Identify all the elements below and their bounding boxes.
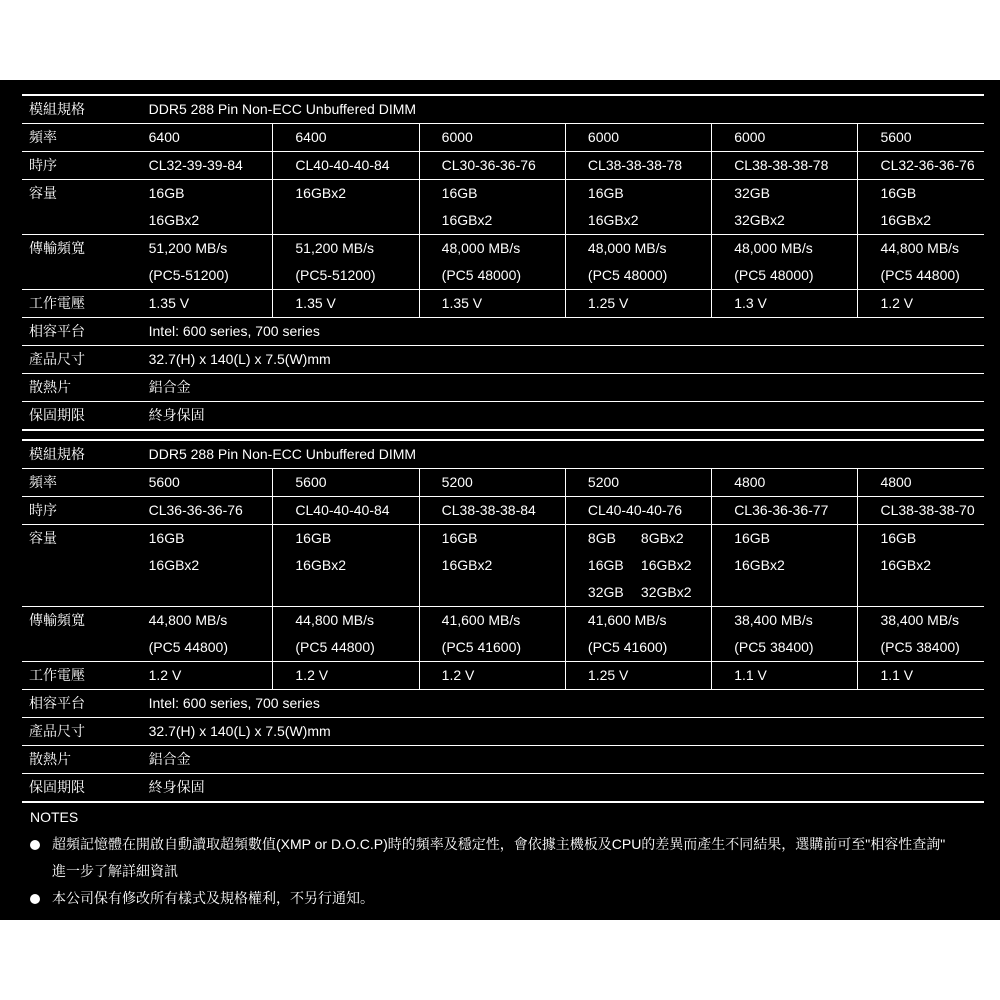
capacity-line: 16GBx2 xyxy=(441,212,493,228)
platform-value: Intel: 600 series, 700 series xyxy=(127,690,984,718)
capacity-line: 16GB xyxy=(441,185,478,201)
warranty-value: 終身保固 xyxy=(127,402,984,431)
capacity-cell xyxy=(127,525,273,607)
capacity-single: 32GB xyxy=(587,584,624,600)
frequency-cell: 5600 xyxy=(273,469,419,497)
capacity-line: 16GBx2 xyxy=(295,185,346,201)
bandwidth-cell xyxy=(419,607,565,662)
bandwidth-line: (PC5 48000) xyxy=(587,267,668,283)
note-text-line: 進一步了解詳細資訊 xyxy=(52,863,178,879)
bandwidth-line: 41,600 MB/s xyxy=(441,612,521,628)
timing-cell: CL32-36-36-76 xyxy=(858,152,984,180)
module-spec-label: 模組規格 xyxy=(22,95,127,124)
capacity-kit: 16GBx2 xyxy=(640,557,692,573)
voltage-cell: 1.25 V xyxy=(565,290,711,318)
bandwidth-line: (PC5 38400) xyxy=(880,639,960,655)
product-size-label: 產品尺寸 xyxy=(22,346,127,374)
timing-label: 時序 xyxy=(22,497,127,525)
platform-label: 相容平台 xyxy=(22,318,127,346)
voltage-label: 工作電壓 xyxy=(22,290,127,318)
bandwidth-line: (PC5 41600) xyxy=(441,639,522,655)
note-item xyxy=(30,885,980,912)
frequency-cell: 6000 xyxy=(712,124,858,152)
bandwidth-line: (PC5 44800) xyxy=(880,267,960,283)
timing-cell: CL40-40-40-76 xyxy=(565,497,711,525)
bandwidth-cell xyxy=(419,235,565,290)
bandwidth-row xyxy=(22,607,984,662)
bandwidth-cell xyxy=(565,235,711,290)
timing-cell: CL38-38-38-70 xyxy=(858,497,984,525)
heatsink-value: 鋁合金 xyxy=(127,746,984,774)
product-size-label: 產品尺寸 xyxy=(22,718,127,746)
bandwidth-cell xyxy=(127,607,273,662)
capacity-line: 16GBx2 xyxy=(441,557,493,573)
timing-cell: CL40-40-40-84 xyxy=(273,497,419,525)
module-spec-row xyxy=(22,440,984,469)
notes-section xyxy=(30,804,980,912)
capacity-line: 16GBx2 xyxy=(587,212,639,228)
product-size-value: 32.7(H) x 140(L) x 7.5(W)mm xyxy=(127,718,984,746)
capacity-cell xyxy=(273,525,419,607)
bandwidth-cell xyxy=(858,235,984,290)
timing-cell: CL30-36-36-76 xyxy=(419,152,565,180)
frequency-cell: 6400 xyxy=(127,124,273,152)
bandwidth-line: 44,800 MB/s xyxy=(148,612,228,628)
timing-cell: CL38-38-38-78 xyxy=(565,152,711,180)
bandwidth-line: 44,800 MB/s xyxy=(295,612,374,628)
capacity-line: 32GB xyxy=(734,185,770,201)
product-size-row xyxy=(22,346,984,374)
heatsink-value: 鋁合金 xyxy=(127,374,984,402)
warranty-label: 保固期限 xyxy=(22,402,127,431)
product-size-value: 32.7(H) x 140(L) x 7.5(W)mm xyxy=(127,346,984,374)
voltage-cell: 1.25 V xyxy=(565,662,711,690)
bandwidth-line: (PC5 48000) xyxy=(441,267,522,283)
voltage-cell: 1.35 V xyxy=(419,290,565,318)
voltage-cell: 1.35 V xyxy=(127,290,273,318)
bandwidth-label: 傳輸頻寬 xyxy=(22,607,127,662)
capacity-option xyxy=(588,579,711,606)
capacity-line: 16GB xyxy=(441,530,478,546)
bandwidth-line: (PC5 44800) xyxy=(295,639,375,655)
platform-value: Intel: 600 series, 700 series xyxy=(127,318,984,346)
capacity-line: 32GBx2 xyxy=(734,212,785,228)
bandwidth-line: 48,000 MB/s xyxy=(587,240,667,256)
bandwidth-line: (PC5-51200) xyxy=(148,267,229,283)
frequency-cell: 4800 xyxy=(712,469,858,497)
bandwidth-line: 41,600 MB/s xyxy=(587,612,667,628)
capacity-line: 16GB xyxy=(734,530,770,546)
bandwidth-cell xyxy=(712,235,858,290)
bandwidth-line: 51,200 MB/s xyxy=(148,240,228,256)
capacity-row xyxy=(22,525,984,607)
capacity-line: 16GBx2 xyxy=(880,557,932,573)
voltage-cell: 1.1 V xyxy=(712,662,858,690)
note-text-line: 超頻記憶體在開啟自動讀取超頻數值(XMP or D.O.C.P)時的頻率及穩定性，會依據主機板及CPU的差異而產生不同結果，選購前可至"相容性查詢" xyxy=(52,836,946,852)
frequency-label: 頻率 xyxy=(22,469,127,497)
voltage-cell: 1.2 V xyxy=(127,662,273,690)
frequency-cell: 5200 xyxy=(419,469,565,497)
capacity-single: 8GB xyxy=(587,530,616,546)
bullet-icon xyxy=(30,894,40,904)
capacity-line: 16GB xyxy=(880,185,917,201)
timing-cell: CL36-36-36-76 xyxy=(127,497,273,525)
warranty-row xyxy=(22,402,984,431)
capacity-cell xyxy=(419,180,565,235)
capacity-line: 16GB xyxy=(148,185,185,201)
bandwidth-line: 38,400 MB/s xyxy=(734,612,813,628)
capacity-cell xyxy=(858,525,984,607)
heatsink-label: 散熱片 xyxy=(22,746,127,774)
spec-panel xyxy=(0,80,1000,920)
frequency-cell: 5600 xyxy=(127,469,273,497)
module-spec-value: DDR5 288 Pin Non-ECC Unbuffered DIMM xyxy=(127,440,984,469)
capacity-cell xyxy=(858,180,984,235)
capacity-cell xyxy=(273,180,419,235)
bandwidth-cell xyxy=(858,607,984,662)
warranty-label: 保固期限 xyxy=(22,774,127,803)
module-spec-value: DDR5 288 Pin Non-ECC Unbuffered DIMM xyxy=(127,95,984,124)
voltage-cell: 1.1 V xyxy=(858,662,984,690)
capacity-cell xyxy=(712,180,858,235)
frequency-cell: 6000 xyxy=(565,124,711,152)
platform-row xyxy=(22,690,984,718)
platform-row xyxy=(22,318,984,346)
capacity-line: 16GB xyxy=(295,530,332,546)
capacity-line: 16GBx2 xyxy=(148,557,200,573)
frequency-row xyxy=(22,124,984,152)
capacity-cell xyxy=(565,180,711,235)
frequency-cell: 6000 xyxy=(419,124,565,152)
capacity-cell xyxy=(127,180,273,235)
voltage-row xyxy=(22,290,984,318)
spec-table-2 xyxy=(22,439,984,803)
bandwidth-cell xyxy=(273,235,419,290)
frequency-cell: 5200 xyxy=(565,469,711,497)
notes-title: NOTES xyxy=(30,809,79,825)
bandwidth-line: (PC5 44800) xyxy=(148,639,229,655)
capacity-line: 16GB xyxy=(587,185,624,201)
capacity-line: 16GB xyxy=(880,530,917,546)
capacity-label: 容量 xyxy=(22,180,127,235)
capacity-cell xyxy=(419,525,565,607)
bullet-icon xyxy=(30,840,40,850)
frequency-label: 頻率 xyxy=(22,124,127,152)
frequency-cell: 6400 xyxy=(273,124,419,152)
capacity-line: 16GBx2 xyxy=(880,212,932,228)
bandwidth-line: 51,200 MB/s xyxy=(295,240,374,256)
warranty-value: 終身保固 xyxy=(127,774,984,803)
capacity-line: 16GBx2 xyxy=(295,557,346,573)
bandwidth-line: (PC5 41600) xyxy=(587,639,668,655)
timing-cell: CL38-38-38-84 xyxy=(419,497,565,525)
voltage-cell: 1.2 V xyxy=(858,290,984,318)
frequency-row xyxy=(22,469,984,497)
bandwidth-line: (PC5-51200) xyxy=(295,267,376,283)
platform-label: 相容平台 xyxy=(22,690,127,718)
capacity-cell xyxy=(712,525,858,607)
heatsink-row xyxy=(22,374,984,402)
timing-cell: CL38-38-38-78 xyxy=(712,152,858,180)
bandwidth-line: 38,400 MB/s xyxy=(880,612,960,628)
warranty-row xyxy=(22,774,984,803)
voltage-cell: 1.35 V xyxy=(273,290,419,318)
note-item xyxy=(30,831,980,885)
bandwidth-cell xyxy=(712,607,858,662)
capacity-line: 16GB xyxy=(148,530,185,546)
capacity-line: 16GBx2 xyxy=(148,212,200,228)
capacity-cell xyxy=(565,525,711,607)
module-spec-row xyxy=(22,95,984,124)
voltage-label: 工作電壓 xyxy=(22,662,127,690)
timing-row xyxy=(22,152,984,180)
voltage-cell: 1.2 V xyxy=(419,662,565,690)
module-spec-label: 模組規格 xyxy=(22,440,127,469)
capacity-row xyxy=(22,180,984,235)
bandwidth-cell xyxy=(127,235,273,290)
capacity-line: 16GBx2 xyxy=(734,557,785,573)
heatsink-row xyxy=(22,746,984,774)
spec-table-1 xyxy=(22,94,984,431)
product-size-row xyxy=(22,718,984,746)
bandwidth-line: 48,000 MB/s xyxy=(734,240,813,256)
timing-cell: CL36-36-36-77 xyxy=(712,497,858,525)
bandwidth-line: 48,000 MB/s xyxy=(441,240,521,256)
voltage-row xyxy=(22,662,984,690)
bandwidth-line: (PC5 38400) xyxy=(734,639,814,655)
frequency-cell: 4800 xyxy=(858,469,984,497)
capacity-kit: 32GBx2 xyxy=(640,584,692,600)
capacity-kit: 8GBx2 xyxy=(640,530,684,546)
bandwidth-label: 傳輸頻寬 xyxy=(22,235,127,290)
bandwidth-line: 44,800 MB/s xyxy=(880,240,960,256)
note-text-line: 本公司保有修改所有樣式及規格權利，不另行通知。 xyxy=(52,890,374,906)
capacity-label: 容量 xyxy=(22,525,127,607)
timing-label: 時序 xyxy=(22,152,127,180)
timing-cell: CL40-40-40-84 xyxy=(273,152,419,180)
timing-row xyxy=(22,497,984,525)
capacity-option xyxy=(588,525,711,552)
capacity-single: 16GB xyxy=(587,557,624,573)
bandwidth-row xyxy=(22,235,984,290)
voltage-cell: 1.3 V xyxy=(712,290,858,318)
frequency-cell: 5600 xyxy=(858,124,984,152)
capacity-option xyxy=(588,552,711,579)
bandwidth-cell xyxy=(565,607,711,662)
heatsink-label: 散熱片 xyxy=(22,374,127,402)
bandwidth-line: (PC5 48000) xyxy=(734,267,814,283)
bandwidth-cell xyxy=(273,607,419,662)
voltage-cell: 1.2 V xyxy=(273,662,419,690)
timing-cell: CL32-39-39-84 xyxy=(127,152,273,180)
